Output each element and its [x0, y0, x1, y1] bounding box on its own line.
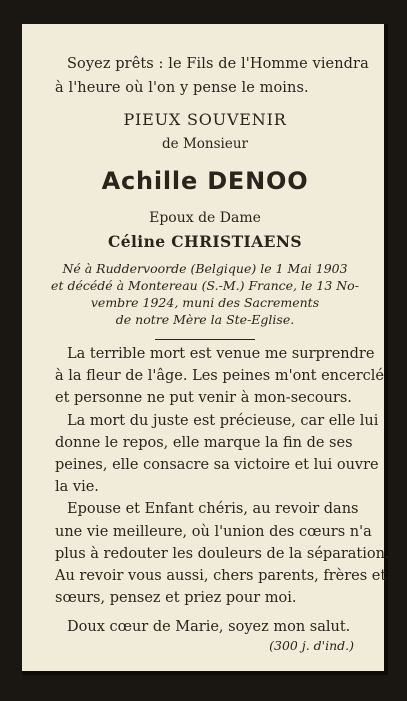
body-line: et personne ne put venir à mon-secours. — [55, 390, 352, 407]
body-line: sœurs, pensez et priez pour moi. — [55, 590, 297, 607]
body-line: peines, elle consacre sa victoire et lui ouvre — [55, 457, 379, 474]
epoux-label: Epoux de Dame — [149, 210, 261, 226]
bio-line: et décédé à Montereau (S.-M.) France, le 13 No- — [51, 278, 359, 293]
body-line: à la fleur de l'âge. Les peines m'ont encerclé — [55, 368, 384, 385]
scripture-verse — [55, 52, 380, 100]
verse-line-2: à l'heure où l'on y pense le moins. — [55, 80, 309, 96]
de-monsieur: de Monsieur — [162, 136, 248, 152]
body-line: La terrible mort est venue me surprendre — [67, 346, 375, 362]
indulgence-note: (300 j. d'ind.) — [269, 638, 354, 653]
verse-line-1: Soyez prêts : le Fils de l'Homme viendra — [67, 56, 369, 72]
memorial-text — [55, 343, 390, 639]
biography — [22, 260, 388, 328]
body-line: Doux cœur de Marie, soyez mon salut. — [67, 619, 351, 636]
body-line: la vie. — [55, 479, 99, 496]
divider — [155, 339, 255, 340]
body-line: plus à redouter les douleurs de la séparation. — [55, 545, 390, 562]
body-line: une vie meilleure, où l'union des cœurs n'a — [55, 523, 372, 540]
body-line: donne le repos, elle marque la fin de ses — [55, 434, 353, 451]
deceased-name: Achille DENOO — [101, 167, 309, 195]
body-line: La mort du juste est précieuse, car elle lui — [67, 412, 379, 429]
memorial-card — [22, 24, 388, 675]
bio-line: Né à Ruddervoorde (Belgique) le 1 Mai 1903 — [62, 261, 348, 276]
bio-line: de notre Mère la Ste-Eglise. — [115, 312, 295, 327]
bio-line: vembre 1924, muni des Sacrements — [90, 295, 320, 310]
body-line: Au revoir vous aussi, chers parents, frères et — [55, 568, 387, 585]
heading: PIEUX SOUVENIR — [123, 110, 287, 129]
spouse-name: Céline CHRISTIAENS — [108, 232, 302, 251]
body-line: Epouse et Enfant chéris, au revoir dans — [67, 501, 359, 518]
